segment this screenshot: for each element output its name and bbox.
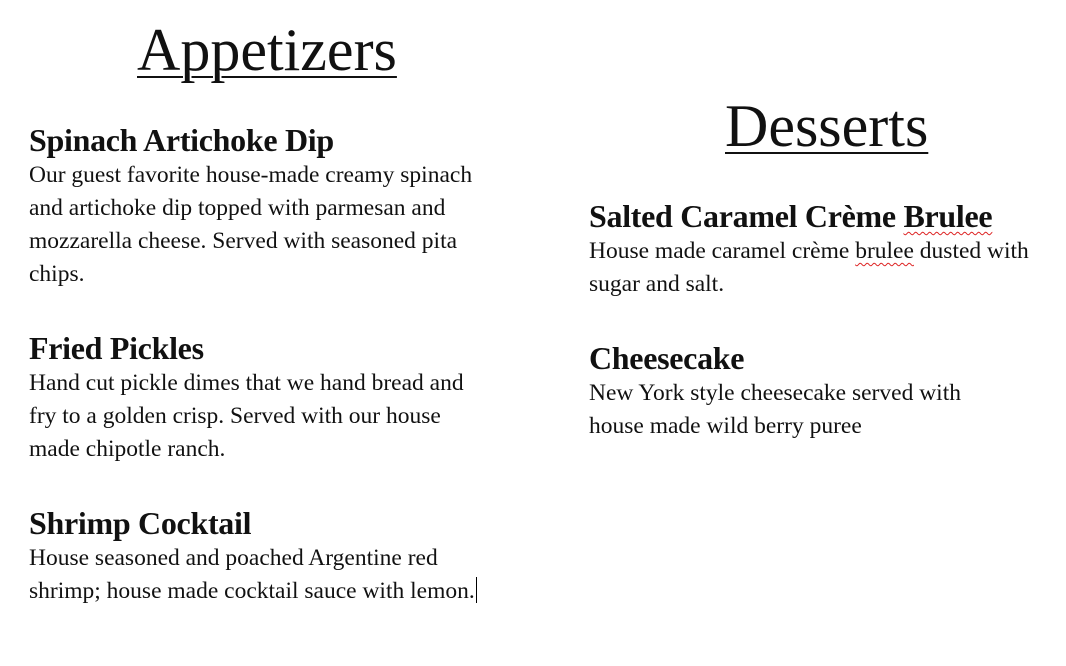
item-name-text: Salted Caramel Crème (589, 198, 904, 234)
description-text: House seasoned and poached Argentine red shrimp; house made cocktail sauce with lemon. (29, 545, 475, 604)
item-name: Fried Pickles (29, 330, 204, 366)
spelling-flagged-word[interactable]: Brulee (903, 198, 993, 234)
item-name: Cheesecake (589, 340, 745, 376)
text-cursor (476, 577, 477, 603)
item-description: New York style cheesecake served with house made wild berry puree (589, 380, 961, 439)
item-description: Hand cut pickle dimes that we hand bread and fry to a golden crisp. Served with our house made chipotle ranch. (29, 370, 464, 462)
item-description: Our guest favorite house-made creamy spinach and artichoke dip topped with parmesan and mozzarella cheese. Served with seasoned pita chips. (29, 162, 473, 287)
item-name: Spinach Artichoke Dip (29, 122, 334, 158)
item-name: Shrimp Cocktail (29, 505, 252, 541)
menu-item-fried-pickles (29, 329, 489, 466)
appetizers-heading: Appetizers (137, 17, 397, 83)
menu-item-salted-caramel-creme-brulee (589, 197, 1049, 301)
menu-item-cheesecake (589, 339, 1019, 443)
spelling-flagged-word[interactable]: brulee (855, 238, 914, 264)
description-text: dusted with sugar and salt. (589, 238, 1029, 297)
item-description[interactable] (29, 542, 509, 608)
item-description (589, 235, 1049, 301)
menu-item-spinach-artichoke-dip (29, 121, 509, 291)
menu-item-shrimp-cocktail (29, 504, 509, 608)
description-text: House made caramel crème (589, 238, 856, 264)
item-name (589, 197, 1049, 235)
desserts-heading: Desserts (725, 93, 929, 159)
